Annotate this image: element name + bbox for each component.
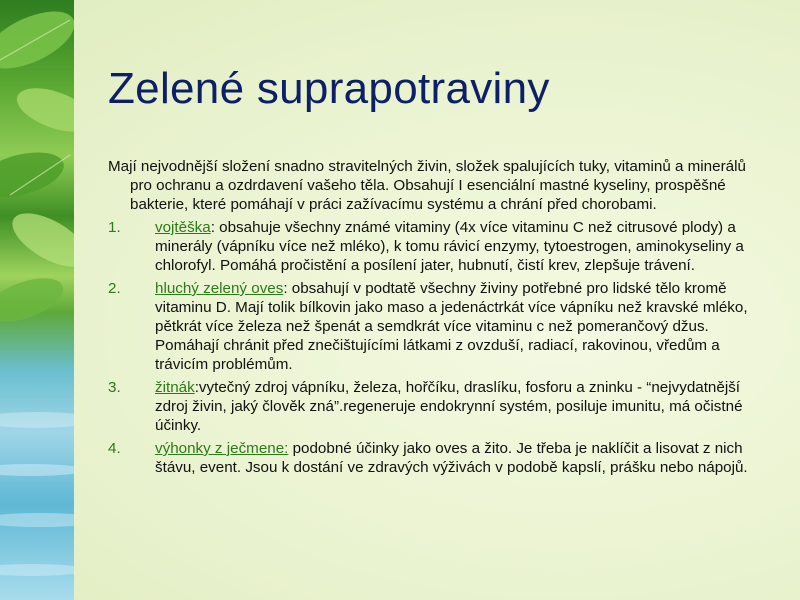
item-text: : obsahuje všechny známé vitaminy (4x více vitaminu C než citrusové plody) a minerály (vápníku více než mléko), k tomu rávicí enzymy, tytoestrogen, aminokyseliny a chlorofyl. Pomáhá pročistění a posílení jater, hubnutí, čistí krev, zlepšuje trávení. — [155, 219, 744, 274]
leaves-water-decoration — [0, 0, 74, 600]
list-item — [108, 439, 768, 477]
term-link[interactable]: vojtěška — [155, 219, 211, 236]
list-number: 2. — [108, 280, 121, 297]
intro-paragraph: Mají nejvodnější složení snadno stravitelných živin, složek spalujících tuky, vitaminů a minerálů pro ochranu a ozdrdavení vašeho těla. Obsahují I esenciální mastné kyseliny, prospěšné bakterie, které pomáhají v práci zažívacímu systému a chrání před chorobami. — [108, 158, 746, 213]
term-link[interactable]: hluchý zelený oves — [155, 280, 284, 297]
leaf-icon — [0, 0, 74, 600]
item-text: :vytečný zdroj vápníku, železa, hořčíku, draslíku, fosforu a zninku - “nejvydatnější zdroj živin, jaký člověk zná”.regeneruje endokrynní systém, posiluje imunitu, má očistné účinky. — [155, 379, 743, 434]
term-link[interactable]: výhonky z ječmene: — [155, 440, 289, 457]
list-number: 4. — [108, 440, 121, 457]
superfood-list — [108, 218, 768, 477]
list-item — [108, 378, 768, 435]
slide-title: Zelené suprapotraviny — [108, 64, 550, 113]
item-text: : obsahují v podtatě všechny živiny potřebné pro lidské tělo kromě vitaminu D. Mají tolik bílkovin jako maso a jedenáctrkát více vápníku než kravské mléko, pětkrát více železa než špenát a semdkrát více vitaminu c než pomerančový džus. Pomáhají chránit před znečištujícími látkami z ovzduší, radiací, rakovinou, vředům a trávicím problémům. — [155, 280, 748, 373]
list-item — [108, 279, 768, 374]
list-item — [108, 218, 768, 275]
list-number: 3. — [108, 379, 121, 396]
slide-body — [108, 157, 768, 481]
item-text: podobné účinky jako oves a žito. Je třeba je naklíčit a lisovat z nich štávu, event. Jsou k dostání ve zdravých výživách v podobě kapslí, prášku nebo nápojů. — [155, 440, 748, 476]
term-link[interactable]: žitnák — [155, 379, 195, 396]
list-number: 1. — [108, 219, 121, 236]
